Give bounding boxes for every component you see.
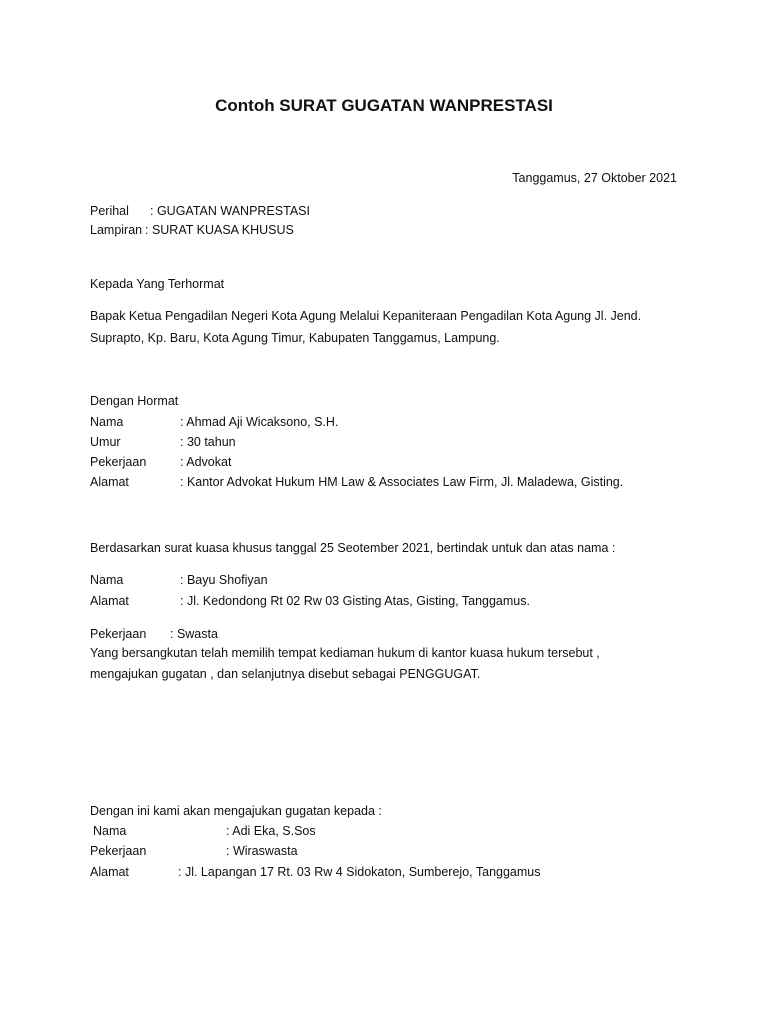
advocate-alamat-label: Alamat: [90, 475, 129, 489]
defendant-nama-value: : Adi Eka, S.Sos: [226, 824, 316, 838]
salutation: Dengan Hormat: [90, 394, 179, 408]
client-paragraph-line-2: mengajukan gugatan , dan selanjutnya disebut sebagai PENGGUGAT.: [90, 667, 481, 681]
advocate-nama-label: Nama: [90, 415, 124, 429]
client-nama-value: : Bayu Shofiyan: [180, 573, 268, 587]
lampiran-value: : SURAT KUASA KHUSUS: [145, 223, 294, 237]
client-nama-label: Nama: [90, 573, 124, 587]
perihal-value: : GUGATAN WANPRESTASI: [150, 204, 310, 218]
kepada-line: Kepada Yang Terhormat: [90, 277, 225, 291]
document-title: Contoh SURAT GUGATAN WANPRESTASI: [215, 96, 553, 115]
defendant-pekerjaan-label: Pekerjaan: [90, 844, 147, 858]
client-pekerjaan-value: : Swasta: [170, 627, 218, 641]
client-alamat-value: : Jl. Kedondong Rt 02 Rw 03 Gisting Atas, Gisting, Tanggamus.: [180, 594, 530, 608]
advocate-nama-value: : Ahmad Aji Wicaksono, S.H.: [180, 415, 339, 429]
advocate-pekerjaan-value: : Advokat: [180, 455, 232, 469]
defendant-alamat-value: : Jl. Lapangan 17 Rt. 03 Rw 4 Sidokaton, Sumberejo, Tanggamus: [178, 865, 541, 879]
defendant-alamat-label: Alamat: [90, 865, 129, 879]
perihal-label: Perihal: [90, 204, 129, 218]
date-line-text: Tanggamus, 27 Oktober 2021: [512, 171, 677, 185]
date-line: [440, 170, 677, 186]
defendant-nama-label: Nama: [93, 824, 127, 838]
advocate-alamat-value: : Kantor Advokat Hukum HM Law & Associates Law Firm, Jl. Maladewa, Gisting.: [180, 475, 624, 489]
client-pekerjaan-label: Pekerjaan: [90, 627, 147, 641]
client-alamat-label: Alamat: [90, 594, 129, 608]
basis-line: Berdasarkan surat kuasa khusus tanggal 25 Seotember 2021, bertindak untuk dan atas nama :: [90, 541, 616, 555]
advocate-pekerjaan-label: Pekerjaan: [90, 455, 147, 469]
defendant-intro: Dengan ini kami akan mengajukan gugatan kepada :: [90, 804, 382, 818]
lampiran-label: Lampiran: [90, 223, 143, 237]
advocate-umur-value: : 30 tahun: [180, 435, 236, 449]
advocate-umur-label: Umur: [90, 435, 121, 449]
client-paragraph-line-1: Yang bersangkutan telah memilih tempat kediaman hukum di kantor kuasa hukum tersebut ,: [90, 646, 600, 660]
defendant-pekerjaan-value: : Wiraswasta: [226, 844, 298, 858]
recipient-line-1: Bapak Ketua Pengadilan Negeri Kota Agung Melalui Kepaniteraan Pengadilan Kota Agung Jl. Jend.: [90, 309, 642, 323]
recipient-line-2: Suprapto, Kp. Baru, Kota Agung Timur, Kabupaten Tanggamus, Lampung.: [90, 331, 500, 345]
